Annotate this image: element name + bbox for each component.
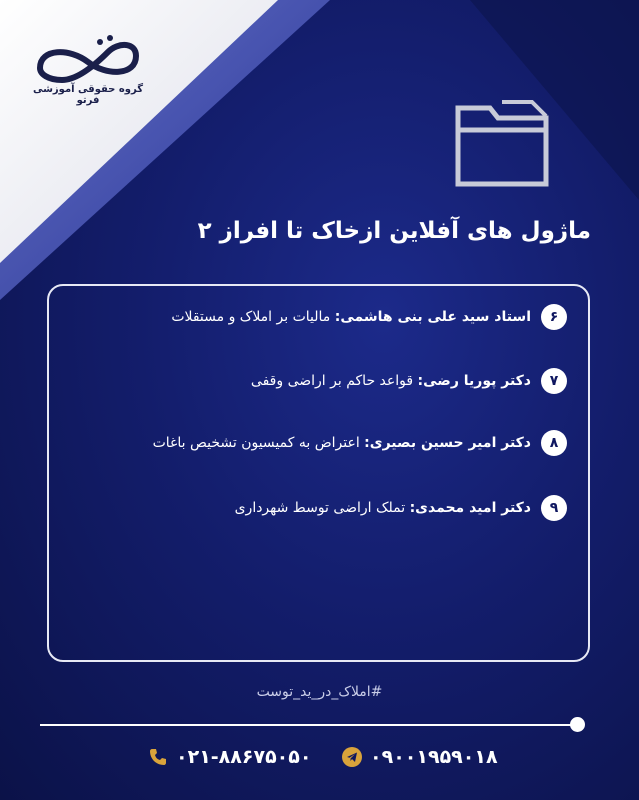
module-text bbox=[235, 500, 531, 516]
mobile-contact[interactable] bbox=[342, 746, 498, 768]
module-topic: قواعد حاکم بر اراضی وقفی bbox=[250, 373, 414, 389]
module-item-7 bbox=[251, 368, 567, 394]
module-topic: تملک اراضی توسط شهرداری bbox=[234, 500, 406, 516]
module-number: ۷ bbox=[541, 368, 567, 394]
module-teacher: استاد سید علی بنی هاشمی: bbox=[334, 309, 531, 325]
mobile-number: ۰۹۰۰۱۹۵۹۰۱۸ bbox=[370, 746, 498, 768]
phone-icon bbox=[148, 747, 168, 767]
module-topic: اعتراض به کمیسیون تشخیص باغات bbox=[152, 435, 360, 451]
module-item-9 bbox=[235, 495, 567, 521]
module-number: ۶ bbox=[541, 304, 567, 330]
module-text bbox=[171, 309, 531, 325]
phone-number: ۰۲۱-۸۸۶۷۵۰۵۰ bbox=[176, 746, 312, 768]
module-item-6 bbox=[171, 304, 567, 330]
divider-dot bbox=[570, 717, 585, 732]
telegram-icon bbox=[342, 747, 362, 767]
module-text bbox=[153, 435, 531, 451]
hashtag: #املاک_در_ید_توست bbox=[256, 684, 383, 700]
page-title: ماژول های آفلاین ازخاک تا افراز ۲ bbox=[197, 218, 591, 244]
module-topic: مالیات بر املاک و مستقلات bbox=[171, 309, 331, 325]
module-number: ۹ bbox=[541, 495, 567, 521]
module-item-8 bbox=[153, 430, 567, 456]
module-teacher: دکتر امید محمدی: bbox=[409, 500, 531, 516]
module-teacher: دکتر امیر حسین بصیری: bbox=[364, 435, 531, 451]
brand-caption: گروه حقوقی آموزشی فرتو bbox=[32, 84, 144, 106]
divider-line bbox=[40, 724, 580, 726]
module-text bbox=[251, 373, 531, 389]
module-teacher: دکتر پوریا رضی: bbox=[417, 373, 531, 389]
folder-icon bbox=[452, 100, 552, 190]
modules-panel bbox=[47, 284, 590, 662]
module-number: ۸ bbox=[541, 430, 567, 456]
phone-contact[interactable] bbox=[148, 746, 311, 768]
